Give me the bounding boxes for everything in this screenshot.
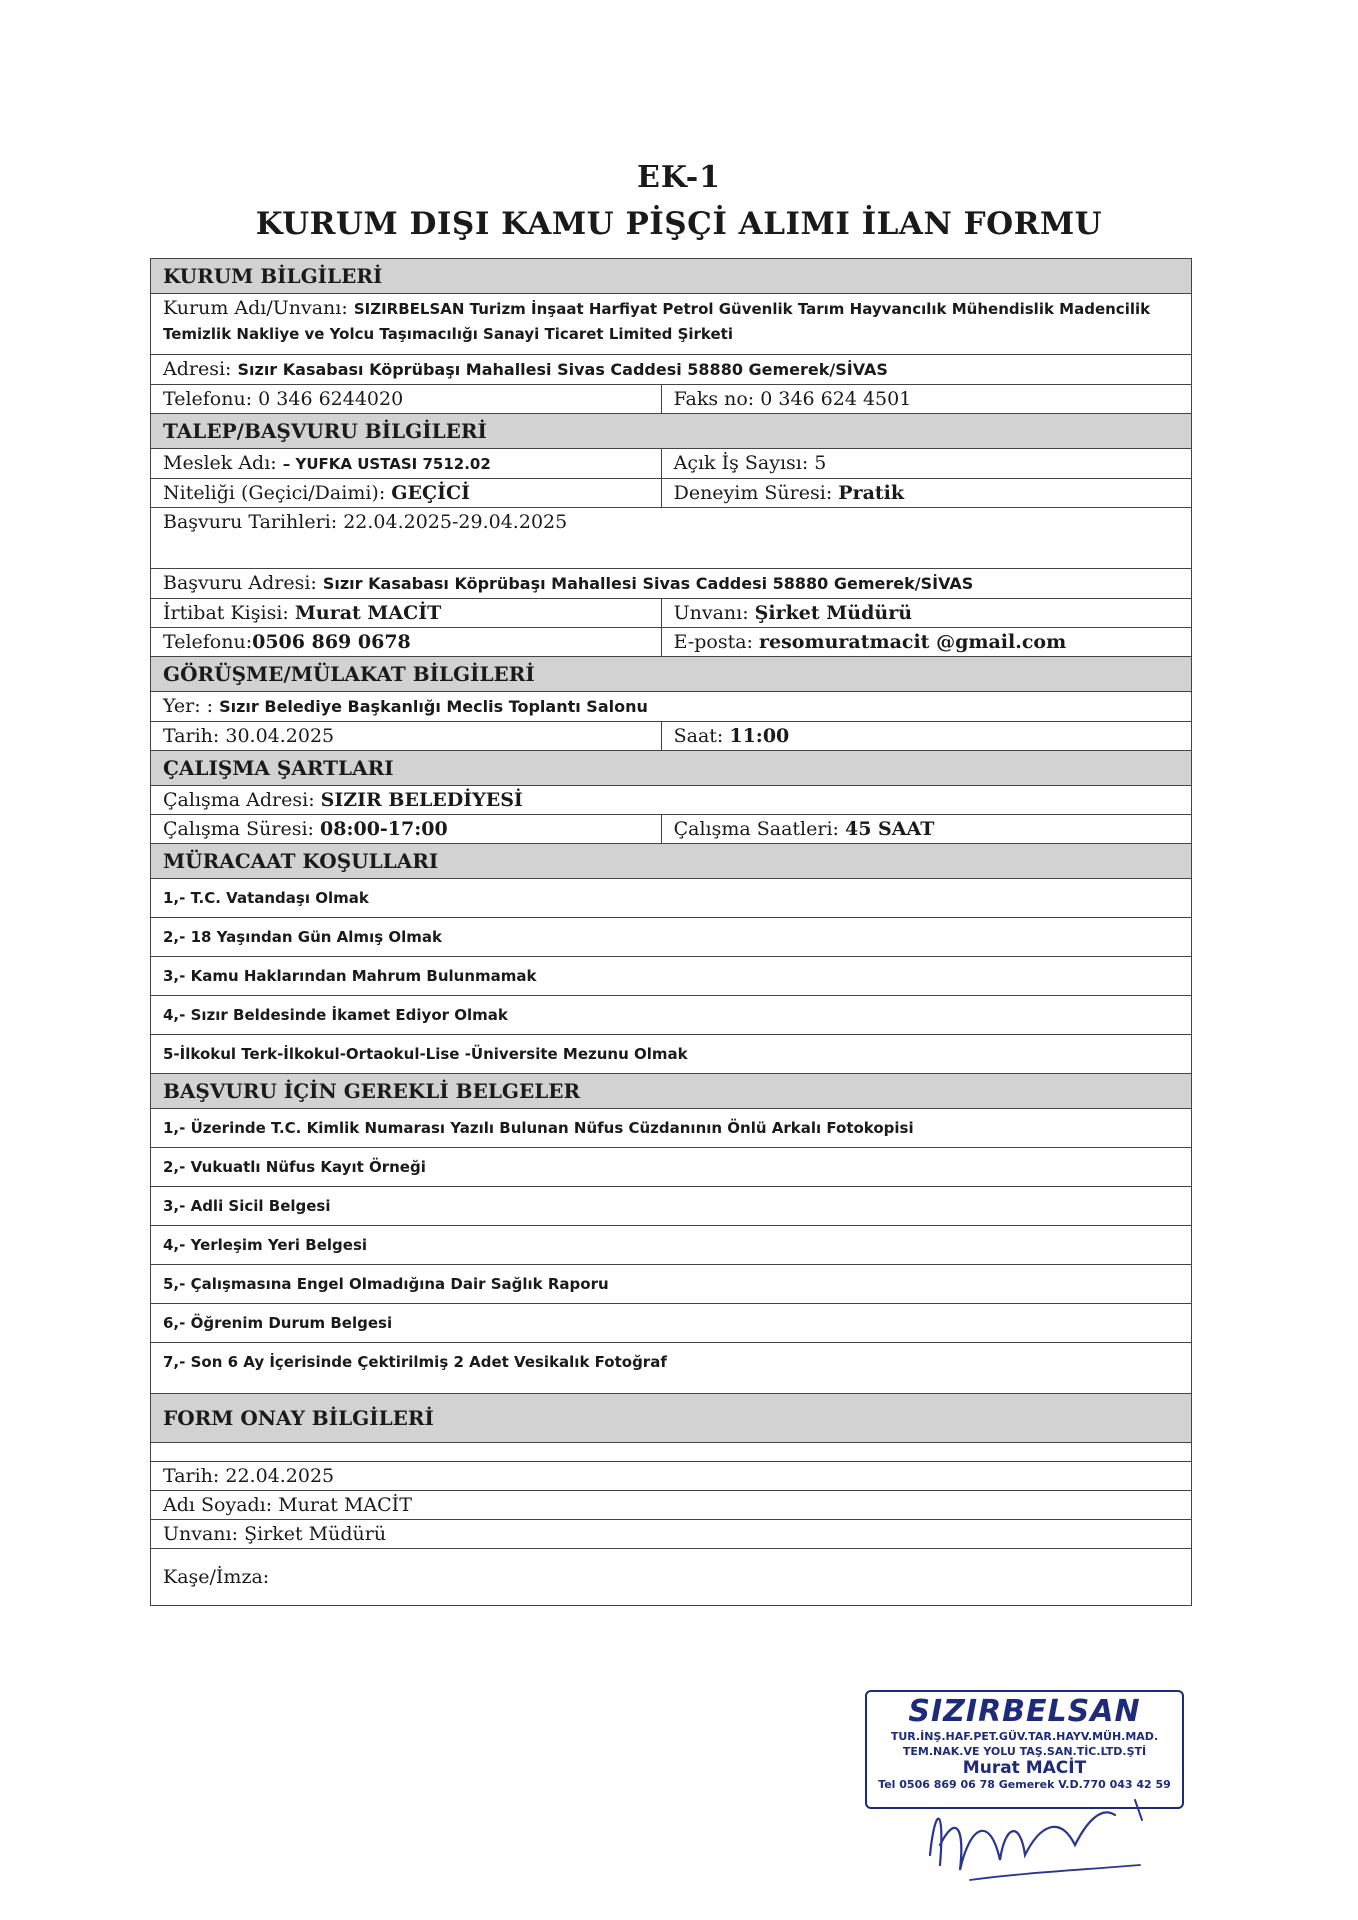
kurum-fax: Faks no: 0 346 624 4501 (661, 385, 1191, 413)
kurum-contact-row (151, 385, 1191, 414)
muracaat-item-1: 1,- T.C. Vatandaşı Olmak (151, 879, 1191, 918)
section-gorusme: GÖRÜŞME/MÜLAKAT BİLGİLERİ (151, 657, 1191, 692)
kurum-name-value: SIZIRBELSAN Turizm İnşaat Harfiyat Petrol Güvenlik Tarım Hayvancılık Mühendislik Madencilik Temizlik Nakliye ve Yolcu Taşımacılığı Sanayi Ticaret Limited Şirketi (163, 300, 1151, 343)
yer-value: Sızır Belediye Başkanlığı Meclis Toplantı Salonu (219, 697, 648, 716)
onay-tarih-row (151, 1462, 1191, 1491)
belge-item-7: 7,- Son 6 Ay İçerisinde Çektirilmiş 2 Adet Vesikalık Fotoğraf (151, 1343, 1191, 1394)
kurum-phone: Telefonu: 0 346 6244020 (163, 388, 404, 410)
basvuru-adres-value: Sızır Kasabası Köprübaşı Mahallesi Sivas Caddesi 58880 Gemerek/SİVAS (322, 574, 974, 593)
meslek-value: – YUFKA USTASI 7512.02 (282, 455, 491, 473)
onay-kase-row (151, 1549, 1191, 1605)
belge-item-3: 3,- Adli Sicil Belgesi (151, 1187, 1191, 1226)
nitelik-row (151, 479, 1191, 508)
calisma-sure-value: 08:00-17:00 (320, 818, 448, 840)
muracaat-item-2: 2,- 18 Yaşından Gün Almış Olmak (151, 918, 1191, 957)
basvuru-tarihleri: Başvuru Tarihleri: 22.04.2025-29.04.2025 (163, 511, 568, 533)
unvan-value: Şirket Müdürü (754, 602, 913, 624)
calisma-adres-label: Çalışma Adresi: (163, 789, 315, 811)
basvuru-adres-label: Başvuru Adresi: (163, 572, 317, 594)
irtibat-row (151, 599, 1191, 628)
doc-annex-label: EK-1 (636, 160, 722, 195)
yer-label: Yer: : (163, 695, 214, 717)
talep-tel-value: 0506 869 0678 (252, 631, 411, 653)
belge-item-4: 4,- Yerleşim Yeri Belgesi (151, 1226, 1191, 1265)
saat-value: 11:00 (729, 725, 790, 747)
section-muracaat: MÜRACAAT KOŞULLARI (151, 844, 1191, 879)
acik-is-sayisi: Açık İş Sayısı: 5 (661, 449, 1191, 478)
meslek-label: Meslek Adı: (163, 452, 277, 474)
section-belgeler: BAŞVURU İÇİN GEREKLİ BELGELER (151, 1074, 1191, 1109)
kurum-address-value: Sızır Kasabası Köprübaşı Mahallesi Sivas Caddesi 58880 Gemerek/SİVAS (237, 360, 888, 379)
saat-label: Saat: (673, 725, 724, 747)
gorusme-yer-row (151, 692, 1191, 722)
kurum-address-row (151, 355, 1191, 385)
onay-unvan: Unvanı: Şirket Müdürü (163, 1523, 387, 1545)
signature-icon (910, 1785, 1170, 1895)
calisma-saat-label: Çalışma Saatleri: (673, 818, 839, 840)
muracaat-item-3: 3,- Kamu Haklarından Mahrum Bulunmamak (151, 957, 1191, 996)
section-kurum: KURUM BİLGİLERİ (151, 259, 1191, 294)
irtibat-label: İrtibat Kişisi: (163, 602, 289, 624)
calisma-adres-value: SIZIR BELEDİYESİ (320, 789, 523, 811)
stamp-line-2: TEM.NAK.VE YOLU TAŞ.SAN.TİC.LTD.ŞTİ (902, 1745, 1147, 1758)
eposta-value: resomuratmacit @gmail.com (759, 631, 1067, 653)
calisma-saat-value: 45 SAAT (844, 818, 935, 840)
gorusme-tarih: Tarih: 30.04.2025 (163, 725, 335, 747)
eposta-label: E-posta: (673, 631, 753, 653)
irtibat-value: Murat MACİT (294, 602, 442, 624)
stamp-name: Murat MACİT (962, 1758, 1087, 1778)
section-onay: FORM ONAY BİLGİLERİ (151, 1394, 1191, 1443)
belge-item-5: 5,- Çalışmasına Engel Olmadığına Dair Sağlık Raporu (151, 1265, 1191, 1304)
onay-spacer (151, 1443, 1191, 1462)
nitelik-label: Niteliği (Geçici/Daimi): (163, 482, 386, 504)
section-talep: TALEP/BAŞVURU BİLGİLERİ (151, 414, 1191, 449)
muracaat-item-5: 5-İlkokul Terk-İlkokul-Ortaokul-Lise -Üniversite Mezunu Olmak (151, 1035, 1191, 1074)
muracaat-item-4: 4,- Sızır Beldesinde İkamet Ediyor Olmak (151, 996, 1191, 1035)
kurum-name-label: Kurum Adı/Unvanı: (163, 297, 348, 319)
basvuru-adres-row (151, 569, 1191, 599)
belge-item-2: 2,- Vukuatlı Nüfus Kayıt Örneği (151, 1148, 1191, 1187)
stamp-brand: SIZIRBELSAN (908, 1694, 1141, 1729)
calisma-adres-row (151, 786, 1191, 815)
belge-item-6: 6,- Öğrenim Durum Belgesi (151, 1304, 1191, 1343)
kurum-name-row (151, 294, 1191, 355)
unvan-label: Unvanı: (673, 602, 749, 624)
onay-unvan-row (151, 1520, 1191, 1549)
deneyim-value: Pratik (838, 482, 905, 504)
calisma-sure-row (151, 815, 1191, 844)
gorusme-tarih-row (151, 722, 1191, 751)
stamp-line-1: TUR.İNŞ.HAF.PET.GÜV.TAR.HAYV.MÜH.MAD. (890, 1730, 1159, 1743)
nitelik-value: GEÇİCİ (391, 482, 471, 504)
doc-title: KURUM DIŞI KAMU PİŞÇİ ALIMI İLAN FORMU (255, 206, 1103, 242)
talep-tel-label: Telefonu: (163, 631, 253, 653)
basvuru-tarihleri-row (151, 508, 1191, 569)
section-calisma: ÇALIŞMA ŞARTLARI (151, 751, 1191, 786)
stamp-line-3: Tel 0506 869 06 78 Gemerek V.D.770 043 42 59 (878, 1778, 1171, 1791)
telefon-eposta-row (151, 628, 1191, 657)
onay-tarih: Tarih: 22.04.2025 (163, 1465, 335, 1487)
onay-kase: Kaşe/İmza: (163, 1566, 270, 1588)
onay-ad: Adı Soyadı: Murat MACİT (163, 1494, 412, 1516)
deneyim-label: Deneyim Süresi: (673, 482, 833, 504)
kurum-address-label: Adresi: (163, 358, 232, 380)
meslek-row (151, 449, 1191, 479)
announcement-form (150, 258, 1192, 1606)
calisma-sure-label: Çalışma Süresi: (163, 818, 314, 840)
onay-ad-row (151, 1491, 1191, 1520)
belge-item-1: 1,- Üzerinde T.C. Kimlik Numarası Yazılı Bulunan Nüfus Cüzdanının Önlü Arkalı Fotokopisi (151, 1109, 1191, 1148)
